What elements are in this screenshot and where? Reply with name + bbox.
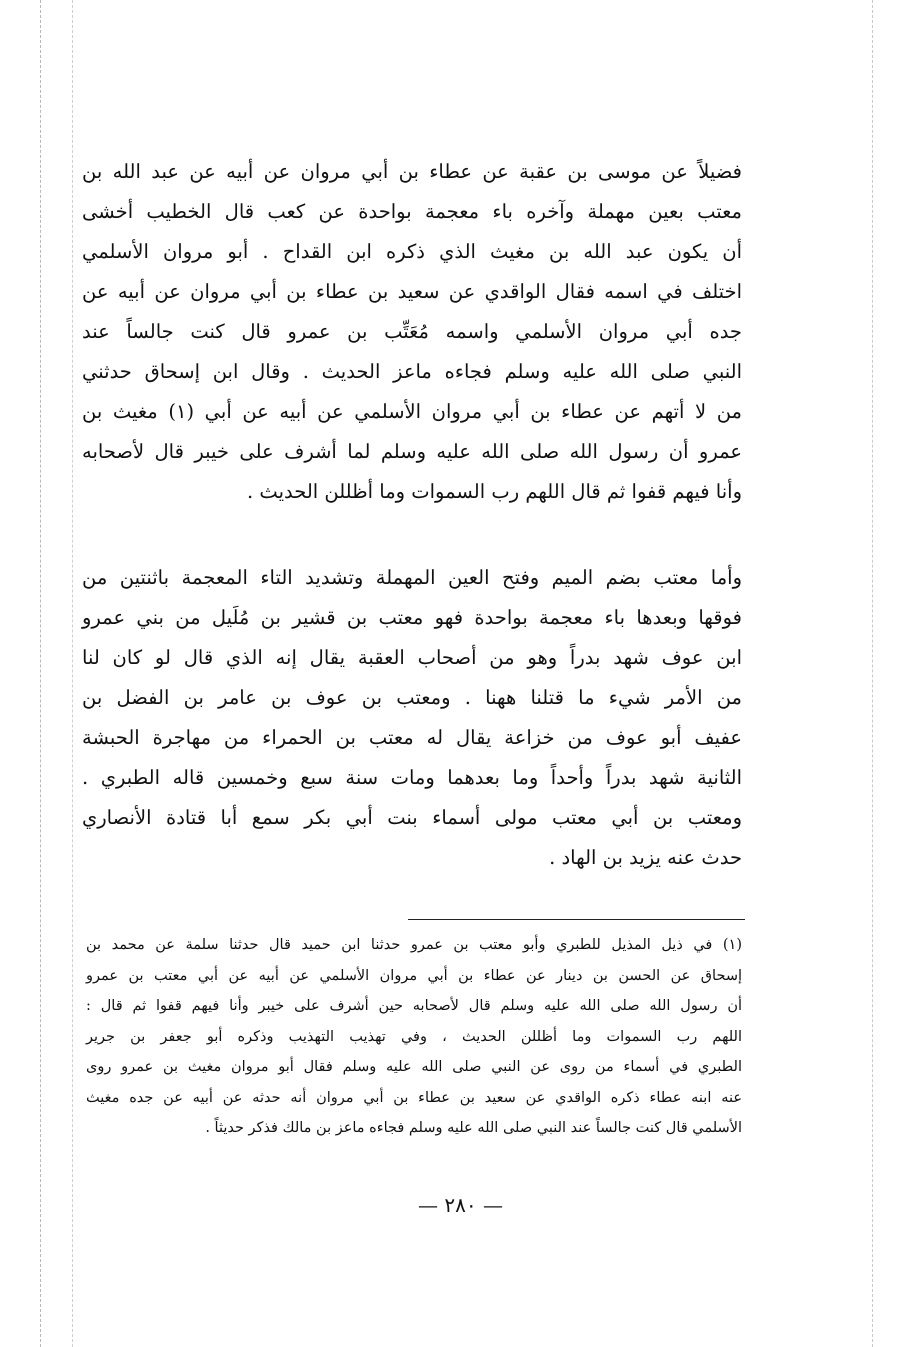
scan-margin-line (872, 0, 873, 1347)
text-line: وأما معتب بضم الميم وفتح العين المهملة وتشديد التاء المعجمة باثنتين من (82, 566, 742, 589)
text-line: فضيلاً عن موسى بن عقبة عن عطاء بن أبي مروان عن أبيه عن عبد الله بن (82, 160, 742, 183)
text-line: من الأمر شيء ما قتلنا ههنا . ومعتب بن عوف بن عامر بن الفضل بن (82, 686, 742, 709)
footnote-line: اللهم رب السموات وما أظللن الحديث ، وفي تهذيب التهذيب وذكره أبو جعفر بن جرير (86, 1028, 742, 1045)
text-line: ابن عوف شهد بدراً وهو من أصحاب العقبة يقال إنه الذي قال لو كان لنا (82, 646, 742, 669)
page-number: — ٢٨٠ — (418, 1193, 503, 1217)
text-line: عمرو أن رسول الله صلى الله عليه وسلم لما أشرف على خيبر قال لأصحابه (82, 440, 742, 463)
footnote-line: إسحاق عن الحسن بن دينار عن عطاء بن أبي مروان الأسلمي عن أبيه عن أبي معتب بن عمرو (86, 967, 742, 984)
text-line: اختلف في اسمه فقال الواقدي عن سعيد بن عطاء بن أبي مروان عن أبيه عن (82, 280, 742, 303)
text-line: النبي صلى الله عليه وسلم فجاءه ماعز الحديث . وقال ابن إسحاق حدثني (82, 360, 742, 383)
footnote-separator (408, 919, 745, 920)
footnote-line: (١) في ذيل المذيل للطبري وأبو معتب بن عمرو حدثنا ابن حميد قال حدثنا سلمة عن محمد بن (86, 937, 742, 953)
text-line: حدث عنه يزيد بن الهاد . (549, 846, 742, 869)
footnote-line: الطبري في أسماء من روى عن النبي صلى الله عليه وسلم فقال أبو مروان مغيث بن عمرو روى (86, 1059, 742, 1075)
text-line: جده أبي مروان الأسلمي واسمه مُعَتِّب بن عمرو قال كنت جالساً عند (82, 320, 742, 343)
footnotes (86, 930, 742, 1144)
text-line: ومعتب بن أبي معتب مولى أسماء بنت أبي بكر سمع أبا قتادة الأنصاري (82, 806, 742, 829)
paragraph-2 (82, 558, 742, 878)
scan-margin-line (72, 0, 73, 1347)
scan-margin-line (40, 0, 41, 1347)
paragraph-1 (82, 152, 742, 512)
text-line: أن يكون عبد الله بن مغيث الذي ذكره ابن القداح . أبو مروان الأسلمي (82, 240, 742, 263)
text-line: عفيف أبو عوف من خزاعة يقال له معتب بن الحمراء من مهاجرة الحبشة (82, 726, 742, 749)
text-line: الثانية شهد بدراً وأحداً وما بعدهما ومات سنة سبع وخمسين قاله الطبري . (82, 766, 742, 789)
text-line: وأنا فيهم قفوا ثم قال اللهم رب السموات وما أظللن الحديث . (247, 480, 742, 503)
footnote-line: عنه ابنه عطاء ذكره الواقدي عن سعيد بن عطاء بن أبي مروان أنه حدثه عن أبيه عن جده مغيث (86, 1089, 742, 1106)
text-line: فوقها وبعدها باء معجمة بواحدة فهو معتب بن قشير بن مُلَيل من بني عمرو (82, 606, 742, 629)
footnote-line: الأسلمي قال كنت جالساً عند النبي صلى الله عليه وسلم فجاءه ماعز بن مالك فذكر حديثاً . (205, 1120, 742, 1136)
footnote-line: أن رسول الله صلى الله عليه وسلم قال لأصحابه حين أشرف على خيبر وأنا فيهم قفوا ثم قال : (86, 998, 742, 1014)
text-line: معتب بعين مهملة وآخره باء معجمة بواحدة عن كعب قال الخطيب أخشى (82, 200, 742, 223)
text-line: من لا أتهم عن عطاء بن أبي مروان الأسلمي عن أبيه عن أبي (١) مغيث بن (82, 400, 742, 423)
